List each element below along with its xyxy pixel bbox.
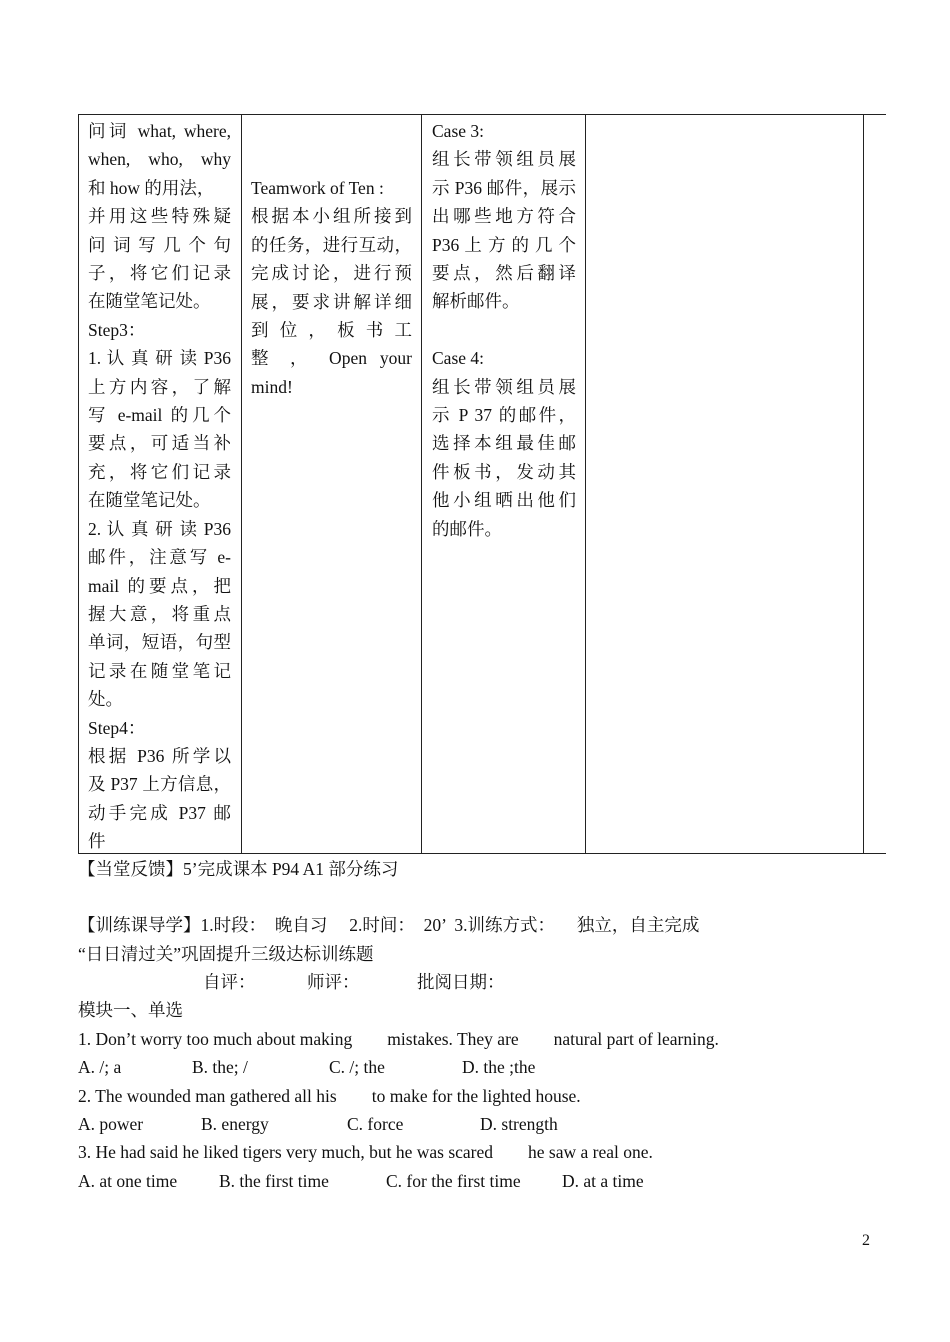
- table-line: 邮件，注意写 e-: [88, 547, 231, 568]
- table-line: 要点，然后翻译: [432, 263, 576, 284]
- table-line: 动手完成 P37 邮: [88, 802, 231, 823]
- self-evaluation-label: 自评：: [203, 972, 256, 992]
- table-line: 子，将它们记录: [88, 263, 231, 284]
- table-line: mail 的要点，把: [88, 575, 231, 596]
- table-line: 记录在随堂笔记: [88, 660, 231, 681]
- review-date-label: 批阅日期：: [417, 972, 505, 992]
- table-line: 问 词 写 几 个 句: [88, 234, 231, 255]
- training-subtitle: “日日清过关”巩固提升三级达标训练题: [78, 944, 374, 964]
- table-line: 出哪些地方符合: [432, 206, 576, 227]
- table-divider-3: [585, 115, 586, 853]
- table-cell-cases: [432, 117, 576, 543]
- feedback-line: 【当堂反馈】5’完成课本 P94 A1 部分练习: [78, 859, 399, 879]
- table-line: Teamwork of Ten :: [251, 178, 384, 198]
- table-line: 他小组晒出他们: [432, 490, 576, 511]
- teacher-evaluation-label: 师评：: [307, 972, 360, 992]
- table-line: 要点，可适当补: [88, 433, 231, 454]
- table-line: 的任务，进行互动，: [251, 234, 412, 255]
- table-line: 解析邮件。: [432, 291, 520, 312]
- table-line: 单词，短语，句型: [88, 632, 231, 653]
- question-1-option-b: B. the; /: [192, 1057, 248, 1077]
- table-line: 在随堂笔记处。: [88, 291, 211, 312]
- lesson-plan-table: [78, 114, 886, 854]
- table-line: [432, 316, 576, 344]
- table-line: 在随堂笔记处。: [88, 490, 211, 511]
- table-border-left: [78, 115, 79, 853]
- table-line: Case 4:: [432, 348, 485, 369]
- table-line: 件: [88, 831, 106, 852]
- table-line: 和 how 的用法，: [88, 177, 215, 198]
- question-3-option-c: C. for the first time: [386, 1171, 521, 1191]
- table-line: P36 上 方 的 几 个: [432, 234, 576, 255]
- question-1-stem: 1. Don’t worry too much about making mistakes. They are natural part of learning.: [78, 1029, 719, 1049]
- table-line: 处。: [88, 689, 123, 710]
- table-line: Case 3:: [432, 121, 485, 141]
- question-2-option-b: B. energy: [201, 1114, 269, 1134]
- table-line: 2. 认 真 研 读 P36: [88, 518, 231, 539]
- question-2-option-d: D. strength: [480, 1114, 558, 1134]
- table-line: 选择本组最佳邮: [432, 433, 576, 454]
- table-line: 及 P37 上方信息，: [88, 774, 231, 795]
- question-1-option-c: C. /; the: [329, 1057, 385, 1077]
- table-line: 问词 what, where,: [88, 121, 231, 141]
- table-line: 上方内容，了解: [88, 376, 231, 397]
- page-number: 2: [862, 1232, 870, 1249]
- table-line: 展，要求讲解详细: [251, 291, 412, 312]
- table-line: 的邮件。: [432, 518, 502, 539]
- table-divider-4: [863, 115, 864, 853]
- question-1-option-d: D. the ;the: [462, 1057, 536, 1077]
- table-line: when, who, why: [88, 149, 231, 170]
- table-line: 握大意，将重点: [88, 603, 231, 624]
- table-line: 组长带领组员展: [432, 376, 576, 397]
- question-3-option-b: B. the first time: [219, 1171, 329, 1191]
- table-cell-teamwork: [251, 174, 412, 401]
- table-line: 写 e-mail 的几个: [88, 405, 231, 426]
- table-line: 件板书，发动其: [432, 461, 576, 482]
- table-line: 完成讨论，进行预: [251, 263, 412, 284]
- table-line: 整 ， Open your: [251, 348, 412, 369]
- table-line: mind!: [251, 376, 293, 397]
- table-line: 到 位 ， 板 书 工: [251, 320, 412, 341]
- table-line: 示 P 37 的邮件，: [432, 405, 576, 426]
- question-3-stem: 3. He had said he liked tigers very much, but he was scared he saw a real one.: [78, 1142, 653, 1162]
- table-line: Step3：: [88, 319, 146, 340]
- table-line: 并用这些特殊疑: [88, 206, 231, 227]
- module-title: 模块一、单选: [78, 1000, 183, 1020]
- table-line: 充，将它们记录: [88, 461, 231, 482]
- table-cell-steps: [88, 117, 231, 856]
- question-2-option-c: C. force: [347, 1114, 404, 1134]
- question-2-option-a: A. power: [78, 1114, 144, 1134]
- table-line: Step4：: [88, 717, 146, 738]
- table-line: 根据本小组所接到: [251, 206, 412, 227]
- question-1-option-a: A. /; a: [78, 1057, 122, 1077]
- training-header: 【训练课导学】1.时段： 晚自习 2.时间： 20’ 3.训练方式： 独立，自主完成: [78, 915, 700, 935]
- table-line: 1. 认 真 研 读 P36: [88, 348, 231, 369]
- question-2-stem: 2. The wounded man gathered all his to make for the lighted house.: [78, 1086, 581, 1106]
- table-line: 组长带领组员展: [432, 149, 576, 170]
- table-divider-2: [421, 115, 422, 853]
- table-line: 根据 P36 所学以: [88, 745, 231, 766]
- table-line: 示 P36 邮件，展示: [432, 177, 576, 198]
- question-3-option-a: A. at one time: [78, 1171, 178, 1191]
- question-3-option-d: D. at a time: [562, 1171, 644, 1191]
- table-divider-1: [241, 115, 242, 853]
